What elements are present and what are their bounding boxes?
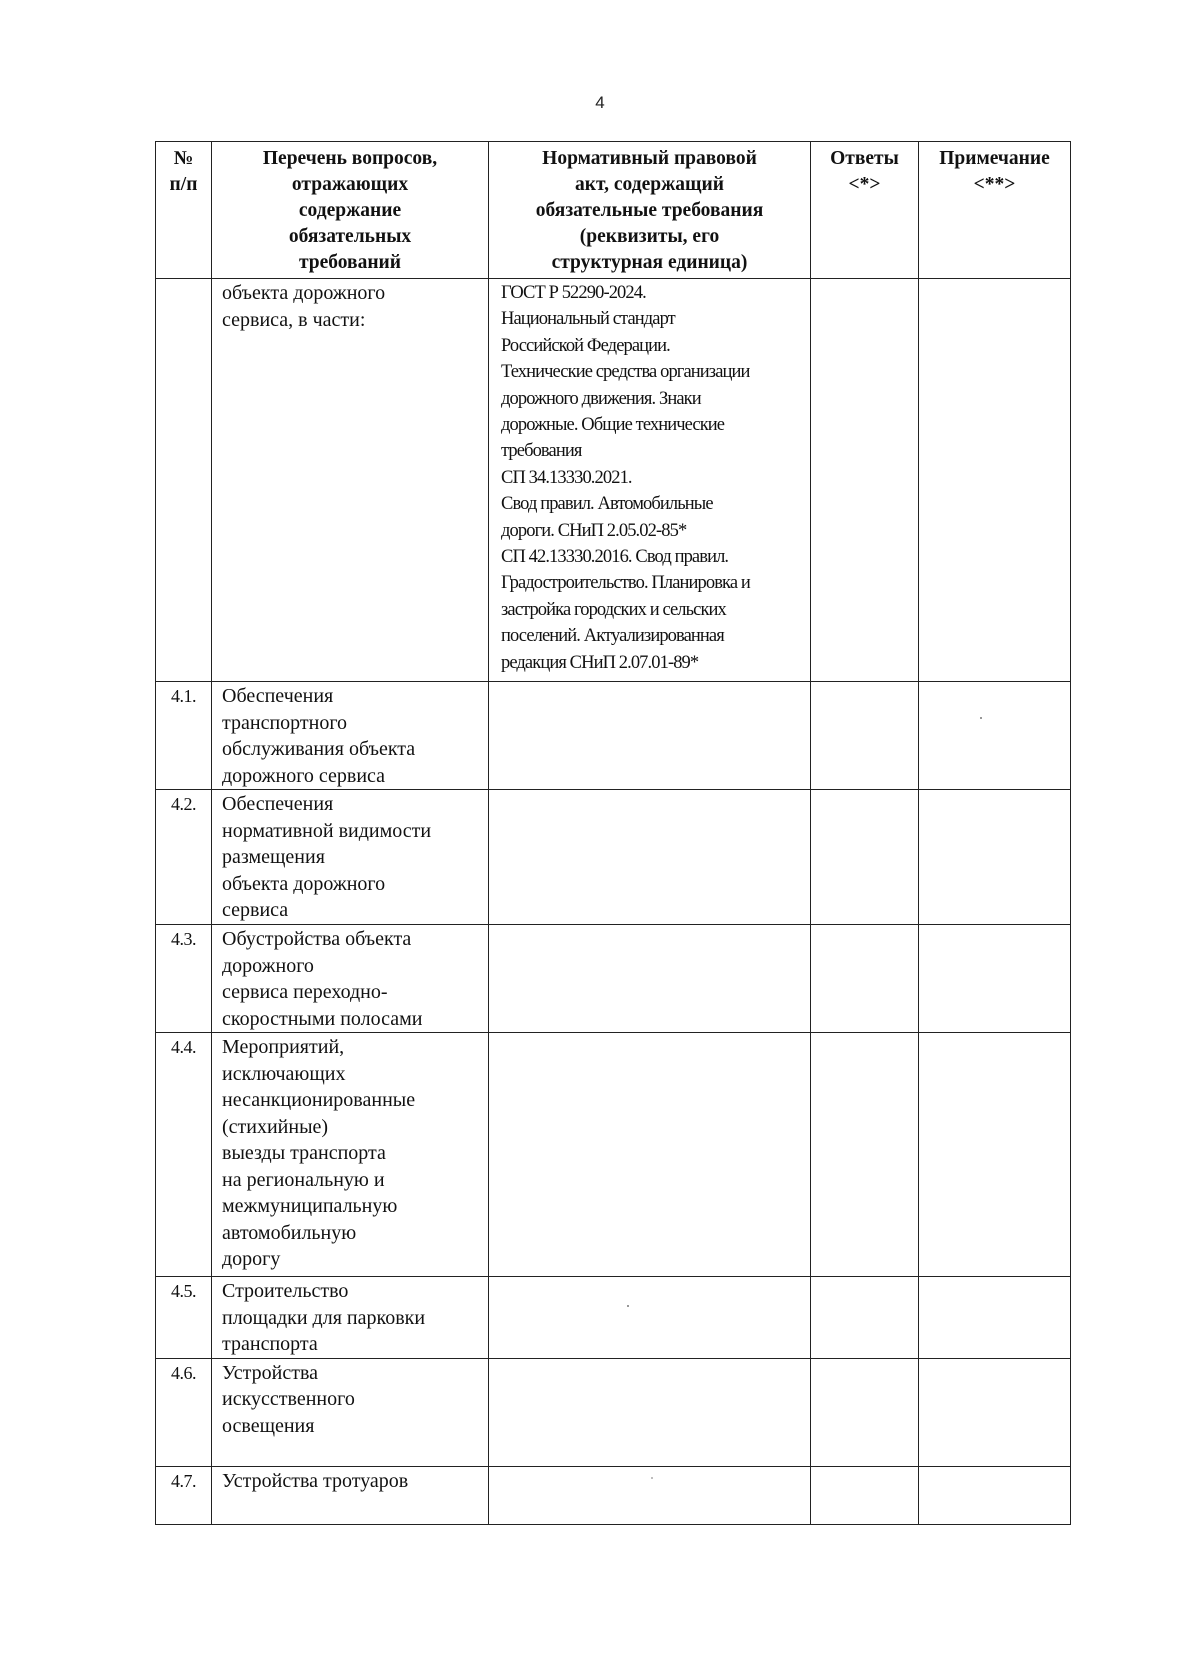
question-text-line: (стихийные)	[222, 1115, 329, 1138]
table-row	[156, 1466, 1071, 1524]
question-text-line: Устройства	[222, 1361, 318, 1384]
item-number: 4.4.	[156, 1033, 212, 1277]
legal-act-text-line: Градостроительство. Планировка и	[501, 573, 750, 594]
legal-act-cell	[489, 1277, 811, 1359]
answer-cell[interactable]	[811, 790, 919, 925]
page-number: 4	[595, 93, 605, 112]
question-cell	[212, 682, 489, 790]
legal-act-text-line: СП 42.13330.2016. Свод правил.	[501, 547, 729, 568]
question-text-line: автомобильную	[222, 1221, 357, 1244]
header-text-line: <**>	[973, 174, 1016, 195]
table-row	[156, 790, 1071, 925]
note-cell[interactable]	[919, 1358, 1071, 1466]
item-number: 4.3.	[156, 925, 212, 1033]
question-text-line: освещения	[222, 1414, 315, 1437]
legal-act-text-line: Национальный стандарт	[501, 309, 675, 330]
question-text-line: несанкционированные	[222, 1089, 416, 1111]
question-text-line: объекта дорожного	[222, 282, 386, 304]
note-cell[interactable]	[919, 682, 1071, 790]
question-text-line: выезды транспорта	[222, 1142, 386, 1164]
note-cell[interactable]	[919, 279, 1071, 682]
legal-act-text-line: СП 34.13330.2021.	[501, 467, 632, 488]
legal-act-text-line: поселений. Актуализированная	[501, 626, 724, 647]
question-text-line: Обустройства объекта	[222, 928, 412, 950]
question-text-line: исключающих	[222, 1062, 346, 1085]
header-answers	[811, 142, 919, 279]
question-text-line: площадки для парковки	[222, 1306, 426, 1329]
table-row	[156, 925, 1071, 1033]
question-text-line: дорожного сервиса	[222, 764, 386, 787]
legal-act-text-line: требования	[501, 441, 582, 462]
header-text-line: Примечание	[939, 148, 1050, 169]
legal-act-cell	[489, 1358, 811, 1466]
legal-act-text-line: застройка городских и сельских	[501, 599, 726, 620]
legal-act-text-line: дороги. СНиП 2.05.02-85*	[501, 520, 687, 541]
question-text-line: дорожного	[222, 954, 314, 977]
header-text-line: №	[173, 148, 194, 169]
legal-act-text-line: ГОСТ Р 52290-2024.	[501, 283, 646, 303]
header-note	[919, 142, 1071, 279]
answer-cell[interactable]	[811, 1358, 919, 1466]
header-text-line: обязательные требования	[535, 200, 764, 221]
header-text-line: обязательных	[288, 226, 412, 247]
question-text-line: транспорта	[222, 1333, 318, 1355]
question-text-line: скоростными полосами	[222, 1007, 423, 1030]
question-text-line: обслуживания объекта	[222, 738, 416, 760]
legal-act-text-line: дорожные. Общие технические	[501, 415, 725, 436]
legal-act-text-line: дорожного движения. Знаки	[501, 388, 701, 409]
note-cell[interactable]	[919, 1277, 1071, 1359]
note-cell[interactable]	[919, 1033, 1071, 1277]
item-number: 4.2.	[156, 790, 212, 925]
question-text-line: Обеспечения	[222, 685, 334, 707]
legal-act-cell	[489, 925, 811, 1033]
answer-cell[interactable]	[811, 682, 919, 790]
question-text-line: сервиса переходно-	[222, 981, 388, 1003]
item-number: 4.1.	[156, 682, 212, 790]
question-cell	[212, 279, 489, 682]
header-text-line: Перечень вопросов,	[262, 148, 438, 169]
question-text-line: межмуниципальную	[222, 1195, 398, 1217]
table-row	[156, 1033, 1071, 1277]
legal-act-text-line: Российской Федерации.	[501, 335, 670, 356]
item-number	[156, 279, 212, 682]
header-text-line: структурная единица)	[551, 252, 748, 273]
header-text-line: требований	[298, 252, 402, 273]
scan-speck	[651, 1477, 653, 1479]
legal-act-cell	[489, 1466, 811, 1524]
item-number: 4.7.	[156, 1466, 212, 1524]
header-text-line: (реквизиты, его	[579, 226, 720, 247]
header-text-line: отражающих	[291, 174, 409, 195]
table-row	[156, 279, 1071, 682]
legal-act-cell	[489, 279, 811, 682]
legal-act-cell	[489, 790, 811, 925]
question-text-line: Строительство	[222, 1280, 349, 1302]
note-cell[interactable]	[919, 790, 1071, 925]
header-text-line: Нормативный правовой	[542, 148, 757, 169]
question-cell	[212, 790, 489, 925]
scan-speck	[980, 717, 982, 719]
question-cell	[212, 1358, 489, 1466]
note-cell[interactable]	[919, 925, 1071, 1033]
table-row	[156, 1277, 1071, 1359]
table-row	[156, 682, 1071, 790]
question-cell	[212, 925, 489, 1033]
header-legal-act	[489, 142, 811, 279]
header-text-line: содержание	[298, 200, 402, 221]
question-text-line: размещения	[222, 846, 325, 868]
note-cell[interactable]	[919, 1466, 1071, 1524]
question-text-line: сервиса	[222, 899, 289, 921]
header-question-list	[212, 142, 489, 279]
item-number: 4.6.	[156, 1358, 212, 1466]
question-text-line: Мероприятий,	[222, 1036, 345, 1058]
question-text-line: нормативной видимости	[222, 819, 432, 842]
header-text-line: <*>	[848, 174, 881, 195]
answer-cell[interactable]	[811, 279, 919, 682]
question-cell	[212, 1466, 489, 1524]
header-text-line: Ответы	[830, 148, 899, 169]
legal-act-cell	[489, 682, 811, 790]
answer-cell[interactable]	[811, 1466, 919, 1524]
question-text-line: на региональную и	[222, 1168, 385, 1191]
header-text-line: акт, содержащий	[575, 174, 724, 195]
answer-cell[interactable]	[811, 1033, 919, 1277]
question-text-line: транспортного	[222, 711, 348, 734]
table-body	[156, 279, 1071, 1525]
header-row	[156, 142, 1071, 279]
question-cell	[212, 1277, 489, 1359]
header-number	[156, 142, 212, 279]
item-number: 4.5.	[156, 1277, 212, 1359]
question-text-line: Устройства тротуаров	[222, 1469, 409, 1492]
legal-act-text-line: Технические средства организации	[501, 362, 750, 383]
question-text-line: сервиса, в части:	[222, 308, 366, 331]
question-text-line: дорогу	[222, 1248, 281, 1270]
question-text-line: объекта дорожного	[222, 872, 386, 895]
table-row	[156, 1358, 1071, 1466]
question-cell	[212, 1033, 489, 1277]
legal-act-text-line: Свод правил. Автомобильные	[501, 494, 713, 515]
scan-speck	[627, 1305, 629, 1307]
answer-cell[interactable]	[811, 1277, 919, 1359]
legal-act-cell	[489, 1033, 811, 1277]
header-text-line: п/п	[169, 174, 198, 195]
question-text-line: искусственного	[222, 1388, 355, 1410]
checklist-table	[155, 141, 1071, 1525]
answer-cell[interactable]	[811, 925, 919, 1033]
question-text-line: Обеспечения	[222, 793, 334, 815]
legal-act-text-line: редакция СНиП 2.07.01-89*	[501, 652, 699, 673]
